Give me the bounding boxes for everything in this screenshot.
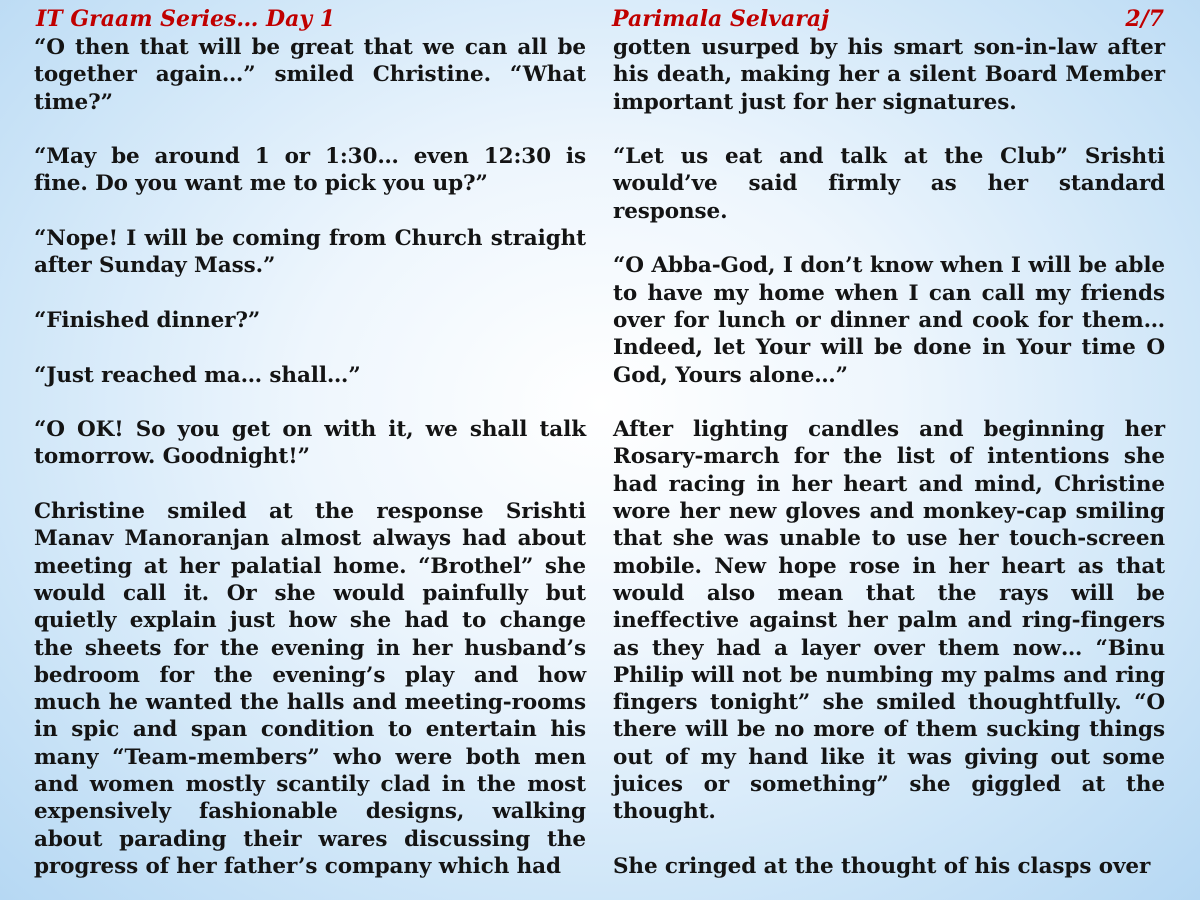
left-column bbox=[34, 34, 586, 880]
paragraph: She cringed at the thought of his clasps over bbox=[613, 853, 1151, 879]
paragraph: “O OK! So you get on with it, we shall talk tomorrow. Goodnight!” bbox=[34, 417, 586, 470]
paragraph: “Nope! I will be coming from Church straight after Sunday Mass.” bbox=[34, 226, 586, 279]
paragraph: After lighting candles and beginning her Rosary-march for the list of intentions she had racing in her heart and mind, Christine wore her new gloves and monkey-cap smiling that she was unable to use her touch-screen mobile. New hope rose in her heart as that would also mean that the rays will be ineffective against her palm and ring-fingers as they had a layer over them now… “Binu Philip will not be numbing my palms and ring fingers tonight” she smiled thoughtfully. “O there will be no more of them sucking things out of my hand like it was giving out some juices or something” she giggled at the thought. bbox=[613, 417, 1165, 825]
paragraph: “Finished dinner?” bbox=[34, 307, 261, 333]
paragraph: “O Abba-God, I don’t know when I will be able to have my home when I can call my friends over for lunch or dinner and cook for them… Indeed, let Your will be done in Your time O God, Yours alone…” bbox=[613, 253, 1165, 388]
paragraph: “Just reached ma… shall…” bbox=[34, 362, 361, 388]
paragraph: “May be around 1 or 1:30… even 12:30 is fine. Do you want me to pick you up?” bbox=[34, 144, 586, 197]
paragraph: gotten usurped by his smart son-in-law after his death, making her a silent Board Member important just for her signatures. bbox=[613, 35, 1165, 115]
page-number: 2/7 bbox=[1125, 6, 1164, 32]
author-name: Parimala Selvaraj bbox=[612, 6, 830, 32]
paragraph: “O then that will be great that we can all be together again…” smiled Christine. “What time?” bbox=[34, 35, 586, 115]
paragraph: Christine smiled at the response Srishti Manav Manoranjan almost always had about meeting at her palatial home. “Brothel” she would call it. Or she would painfully but quietly explain just how she had to change the sheets for the evening in her husband’s bedroom for the evening’s play and how much he wanted the halls and meeting-rooms in spic and span condition to entertain his many “Team-members” who were both men and women mostly scantily clad in the most expensively fashionable designs, walking about parading their wares discussing the progress of her father’s company which had bbox=[34, 499, 586, 879]
paragraph: “Let us eat and talk at the Club” Srishti would’ve said firmly as her standard response. bbox=[613, 144, 1165, 224]
right-column bbox=[613, 34, 1165, 880]
series-title: IT Graam Series… Day 1 bbox=[36, 6, 336, 32]
